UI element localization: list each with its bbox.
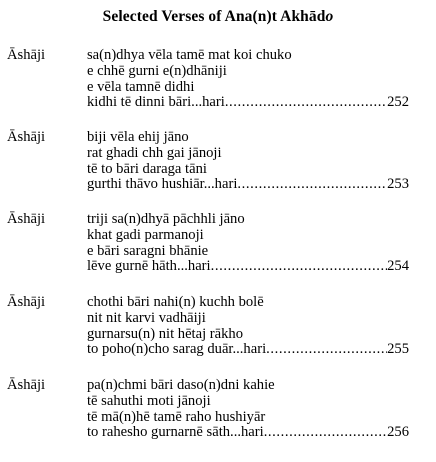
page-title (0, 8, 436, 26)
verse-number: 253 (387, 176, 409, 193)
leader-dots (264, 425, 387, 441)
verse-line: tē sahuthi moti jānoji (87, 392, 211, 409)
verse-lines (87, 130, 409, 193)
verse-lines (87, 48, 409, 111)
verse-last-text: to rahesho gurnarnē sāth...hari (87, 424, 264, 441)
leader-dots (211, 259, 388, 275)
verse-lines (87, 212, 409, 275)
verse-last-text: to poho(n)cho sarag duār...hari (87, 341, 267, 358)
verse-line: e bāri saragni bhānie (87, 242, 209, 259)
verse-number: 256 (387, 424, 409, 441)
leader-dots (225, 95, 387, 111)
verse-speaker: Āshāji (7, 47, 46, 63)
verse-last-line (87, 95, 409, 111)
verse-line: sa(n)dhya vēla tamē mat koi chuko (87, 47, 292, 63)
verse-last-line (87, 342, 409, 358)
verse-number: 255 (387, 341, 409, 358)
verse-line: e chhē gurni e(n)dhāniji (87, 62, 227, 79)
verse-line: biji vēla ehij jāno (87, 129, 189, 145)
verse-speaker: Āshāji (7, 211, 46, 227)
leader-dots (266, 342, 387, 358)
verse-speaker: Āshāji (7, 377, 46, 393)
verse-last-line (87, 425, 409, 441)
verse-number: 252 (387, 94, 409, 111)
verse-line: e vēla tamnē didhi (87, 78, 195, 95)
verse-line: tē mā(n)hē tamē raho hushiyār (87, 408, 266, 425)
verse-last-line (87, 177, 409, 193)
verse-speaker: Āshāji (7, 294, 46, 310)
verse-line: pa(n)chmi bāri daso(n)dni kahie (87, 377, 275, 393)
verse-line: gurnarsu(n) nit hētaj rākho (87, 325, 244, 342)
title-ending: d (316, 8, 326, 25)
verse-last-text: lēve gurnē hāth...hari (87, 258, 211, 275)
verse-lines (87, 295, 409, 358)
verse-last-line (87, 259, 409, 275)
title-accent: ā (308, 8, 317, 25)
verse-line: khat gadi parmanoji (87, 226, 204, 243)
verse-line: rat ghadi chh gai jānoji (87, 144, 222, 161)
verse-line: chothi bāri nahi(n) kuchh bolē (87, 294, 264, 310)
verse-line: triji sa(n)dhyā pāchhli jāno (87, 211, 245, 227)
leader-dots (237, 177, 387, 193)
verse-last-text: gurthi thāvo hushiār...hari (87, 176, 238, 193)
verse-number: 254 (387, 258, 409, 275)
verse-speaker: Āshāji (7, 129, 46, 145)
verse-lines (87, 378, 409, 441)
title-italic-end: o (325, 8, 334, 25)
verse-line: tē to bāri daraga tāni (87, 160, 207, 177)
verse-line: nit nit karvi vadhāiji (87, 309, 206, 326)
title-main: Selected Verses of Ana(n)t Akh (102, 8, 309, 25)
verse-last-text: kidhi tē dinni bāri...hari (87, 94, 225, 111)
